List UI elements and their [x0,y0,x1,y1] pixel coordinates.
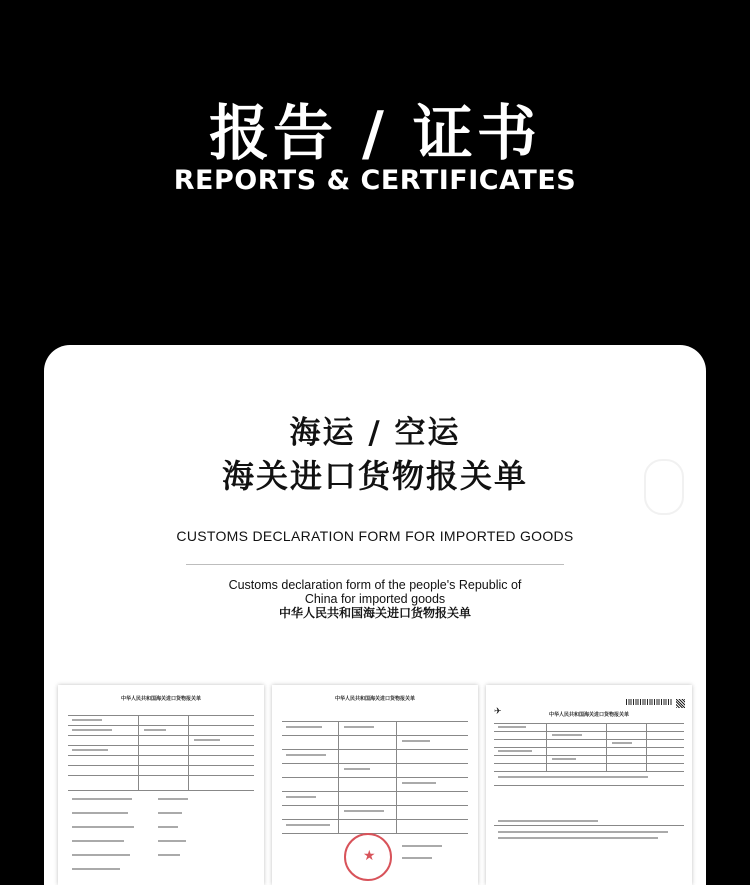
document-thumbnail-2[interactable] [272,685,478,885]
hero-title-cn: 报告 / 证书 [209,99,541,169]
card-title-line1: 海运 / 空运 [289,415,461,451]
red-seal-stamp [344,833,392,881]
card-title-line2: 海关进口货物报关单 [221,457,528,495]
card-description-cn: 中华人民共和国海关进口货物报关单 [278,606,471,620]
hero-section [0,0,750,345]
document-title: 中华人民共和国海关进口货物报关单 [548,712,629,718]
barcode [626,699,672,705]
document-title: 中华人民共和国海关进口货物报关单 [334,696,415,702]
divider [186,564,564,565]
card-subtitle-en: CUSTOMS DECLARATION FORM FOR IMPORTED GOODS [176,528,574,544]
hero-title-en: REPORTS & CERTIFICATES [173,165,577,196]
customs-emblem-icon: ✈ [494,707,502,717]
qr-code-icon [676,699,685,708]
document-thumbnail-1[interactable] [58,685,264,885]
certificate-card [44,345,706,885]
document-thumbnail-3[interactable] [486,685,692,885]
document-title: 中华人民共和国海关进口货物报关单 [120,696,201,702]
star-icon: ★ [363,848,376,864]
card-description-en: Customs declaration form of the people's Republic of China for imported goods [228,578,522,606]
